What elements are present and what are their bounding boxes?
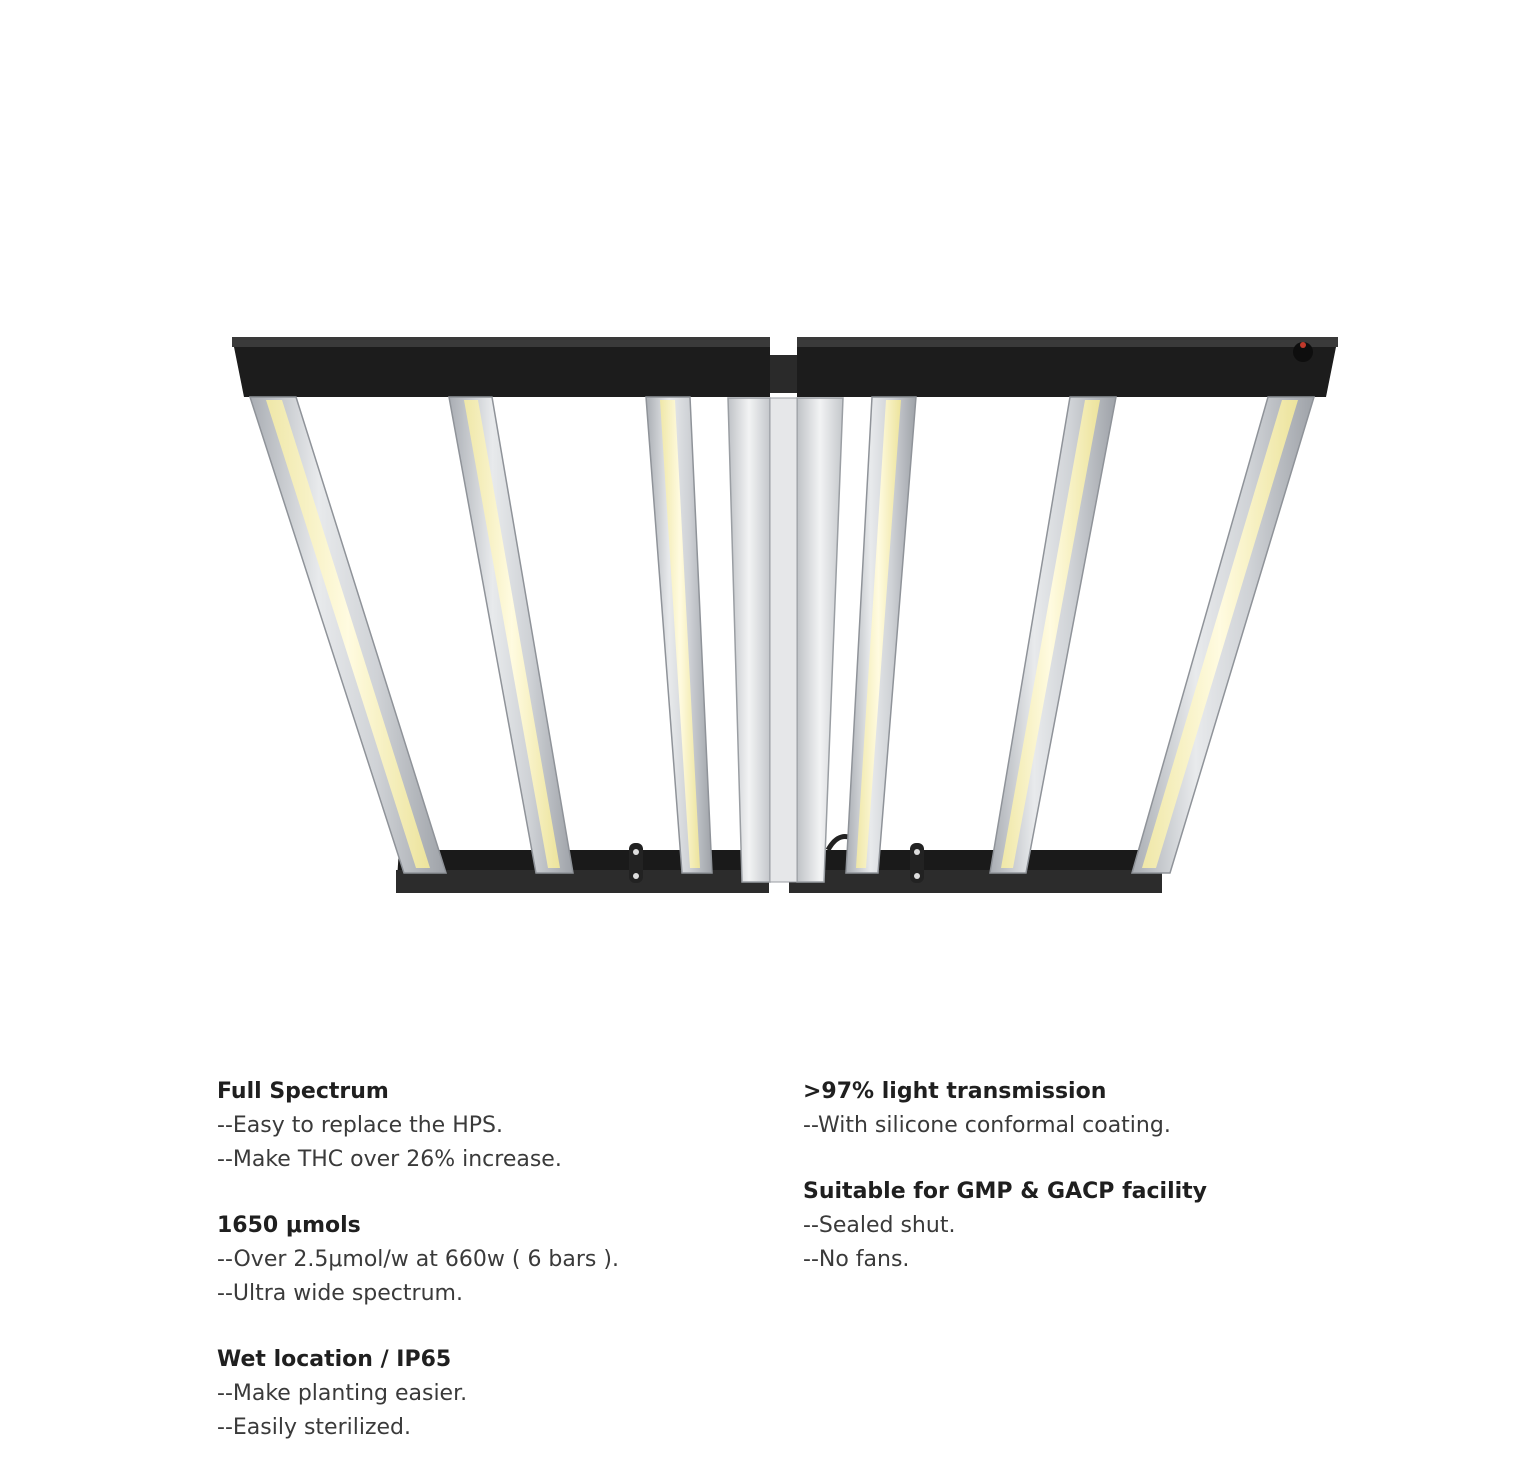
- feature-gmp-gacp: [803, 1175, 1363, 1277]
- feature-detail: --Sealed shut.: [803, 1213, 956, 1238]
- feature-wet-location: [217, 1343, 777, 1445]
- feature-light-transmission: [803, 1075, 1363, 1143]
- feature-detail: --No fans.: [803, 1247, 910, 1272]
- feature-title: >97% light transmission: [803, 1079, 1107, 1104]
- feature-detail: --Ultra wide spectrum.: [217, 1281, 463, 1306]
- feature-detail: --With silicone conformal coating.: [803, 1113, 1171, 1138]
- led-bar: [846, 397, 916, 873]
- led-bar: [646, 397, 712, 873]
- led-bar: [449, 397, 573, 873]
- feature-detail: --Make THC over 26% increase.: [217, 1147, 562, 1172]
- feature-umols: [217, 1209, 777, 1311]
- led-bar: [1132, 397, 1314, 873]
- feature-detail: --Over 2.5μmol/w at 660w ( 6 bars ).: [217, 1247, 619, 1272]
- feature-title: 1650 μmols: [217, 1213, 361, 1238]
- feature-title: Wet location / IP65: [217, 1347, 452, 1372]
- feature-title: Suitable for GMP & GACP facility: [803, 1179, 1208, 1204]
- led-bar: [990, 397, 1116, 873]
- feature-detail: --Easily sterilized.: [217, 1415, 412, 1440]
- dimmer-knob-icon: [1293, 342, 1313, 362]
- center-driver-housing: [728, 398, 843, 882]
- feature-title: Full Spectrum: [217, 1079, 389, 1104]
- feature-full-spectrum: [217, 1075, 777, 1177]
- feature-detail: --Easy to replace the HPS.: [217, 1113, 503, 1138]
- led-bar: [250, 397, 446, 873]
- feature-detail: --Make planting easier.: [217, 1381, 468, 1406]
- feature-list-right: [803, 1075, 1363, 1309]
- top-frame: [232, 337, 1338, 397]
- feature-list-left: [217, 1075, 777, 1477]
